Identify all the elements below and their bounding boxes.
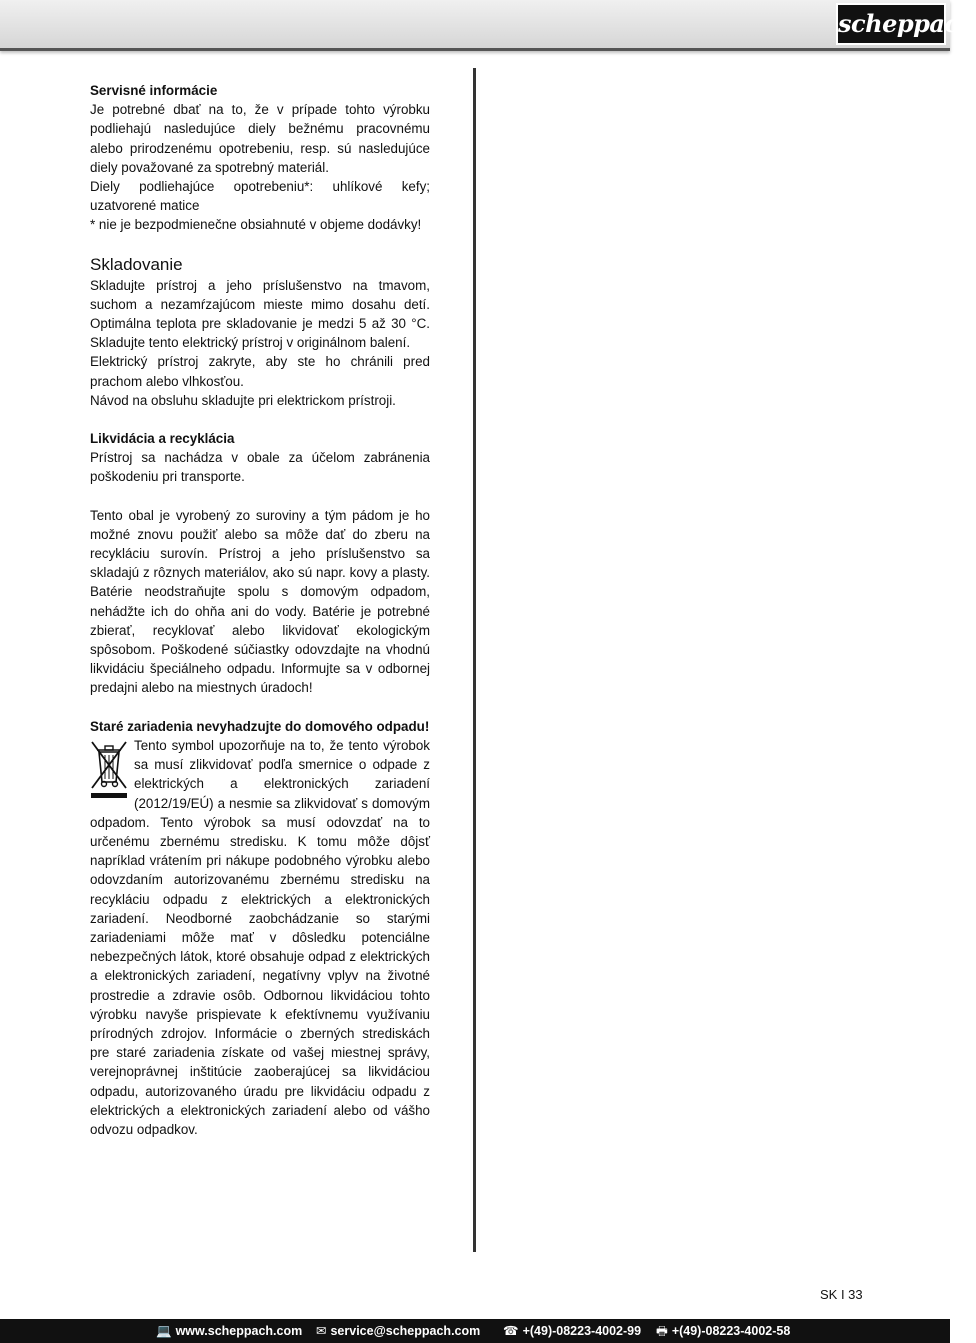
footer-email[interactable] — [316, 1319, 480, 1343]
phone-icon: ☎ — [503, 1324, 519, 1338]
email-text: service@scheppach.com — [330, 1324, 481, 1338]
footer-bar — [0, 1319, 950, 1343]
section-service — [90, 81, 430, 235]
section-title: Servisné informácie — [90, 83, 218, 98]
page-number: SK I 33 — [820, 1287, 863, 1302]
paragraph: * nie je bezpodmienečne obsiahnuté v objeme dodávky! — [90, 217, 422, 233]
section-disposal — [90, 429, 430, 698]
section-title: Likvidácia a recyklácia — [90, 431, 235, 447]
paragraph: Tento obal je vyrobený zo suroviny a tým pádom je ho možné znovu použiť alebo sa môže dať do zberu na recykláciu surovín. Prístroj a jeho príslušenstvo sa skladajú z rôznych materiálov, ako sú napr. kovy a plasty. Batérie neodstraňujte spolu s domovým odpadom, nehádžte ich do ohňa ani do vody. Batérie je potrebné zbierať, recyklovať alebo likvidovať ekologickým spôsobom. Poškodené súčiastky odovzdajte na vhodnú likvidáciu špeciálneho odpadu. Informujte sa v odbornej predajni alebo na miestnych úradoch! — [90, 507, 430, 696]
column-divider — [473, 68, 476, 1252]
paragraph: Prístroj sa nachádza v obale za účelom zabránenia poškodeniu pri transporte. — [90, 450, 430, 485]
footer-fax — [656, 1319, 790, 1343]
brand-logo: scheppach — [836, 3, 946, 45]
fax-text: +(49)-08223-4002-58 — [671, 1324, 791, 1338]
phone-text: +(49)-08223-4002-99 — [522, 1324, 642, 1338]
left-column — [90, 81, 430, 1139]
computer-icon: 💻 — [156, 1324, 172, 1338]
footer-phone — [503, 1319, 641, 1343]
section-storage — [90, 254, 430, 410]
weee-block — [90, 736, 430, 1139]
section-title: Skladovanie — [90, 254, 183, 274]
section-title: Staré zariadenia nevyhadzujte do domového odpadu! — [90, 718, 430, 734]
paragraph: Je potrebné dbať na to, že v prípade tohto výrobku podliehajú nasledujúce diely bežnému pracovnému alebo prirodzenému opotrebeniu, resp. sú nasledujúce diely považované za spotrebný materiál. — [90, 102, 430, 175]
paragraph: Diely podliehajúce opotrebeniu*: uhlíkové kefy; uzatvorené matice — [90, 179, 430, 214]
envelope-icon: ✉ — [316, 1324, 327, 1338]
paragraph: Skladujte prístroj a jeho príslušenstvo na tmavom, suchom a nezamŕzajúcom mieste mimo dosahu detí. Optimálna teplota pre skladovanie je medzi 5 až 30 °C. Skladujte tento elektrický prístroj v originálnom balení. — [90, 277, 430, 351]
paragraph: Elektrický prístroj zakryte, aby ste ho chránili pred prachom alebo vlhkosťou. — [90, 354, 430, 389]
fax-icon: 🖶 — [656, 1324, 668, 1338]
paragraph: Tento symbol upozorňuje na to, že tento výrobok sa musí zlikvidovať podľa smernice o odpade z elektrických a elektronických zariadení (2012/19/EÚ) a nesmie sa zlikvidovať s domovým odpadom. Tento výrobok sa musí odovzdať na to určenému zbernému stredisku. K tomu môže dôjsť napríklad vrátením pri nákupe podobného výrobku alebo odovzdaním autorizovanému zbernému stredisku na recykláciu odpadu z elektrických a elektronických zariadení. Neodborné zaobchádzanie so starými zariadeniami môže mať v dôsledku potenciálne nebezpečných látok, ktoré obsahuje odpad z elektrických a elektronických zariadení, negatívny vplyv na životné prostredie a zdravie osôb. Odbornou likvidáciou tohto výrobku navyše prispievate k efektívnemu využívaniu prírodných zdrojov. Informácie o zberných strediskách pre staré zariadenia získate od vašej miestnej správy, verejnoprávnej inštitúcie zaoberajúcej sa likvidáciou odpadu, autorizovaného úradu pre likvidáciu odpadu z elektrických a elektronických zariadení alebo od vášho odvozu odpadkov. — [90, 737, 430, 1137]
section-old-devices — [90, 717, 430, 1139]
header-bar — [0, 0, 976, 51]
website-text: www.scheppach.com — [175, 1324, 303, 1338]
weee-crossed-bin-icon — [90, 738, 128, 800]
footer-website[interactable] — [156, 1319, 302, 1343]
paragraph: Návod na obsluhu skladujte pri elektrickom prístroji. — [90, 392, 396, 408]
